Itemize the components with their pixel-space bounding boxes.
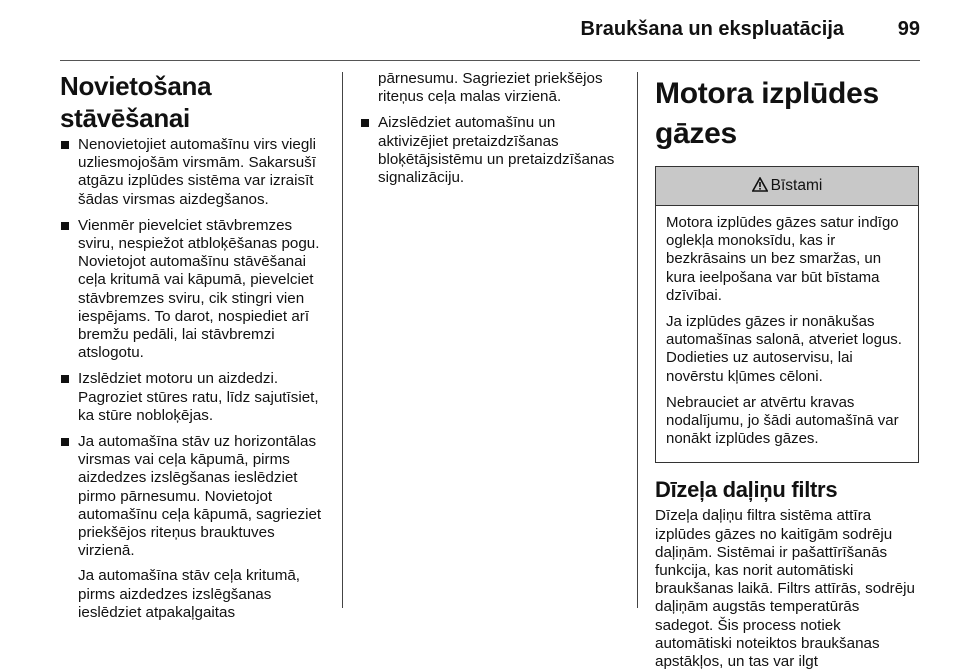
- filter-text: Dīzeļa daļiņu filtra sistēma attīra izplūdes gāzes no kaitīgām sodrēju daļiņām. Sistēmai ir pašattīrīšanās funkcija, kas norit automātiski braukšanas laikā. Filtrs attīrās, sodrēju daļiņām augstās temperatūrās sadegot. Šis process notiek automātiski noteiktos braukšanas apstākļos, un tas var ilgt: [655, 507, 915, 671]
- warning-triangle-icon: [752, 177, 768, 197]
- warning-header: [656, 167, 918, 206]
- section-heading-parking: Novietošana stāvēšanai: [60, 71, 212, 133]
- warning-title: Bīstami: [770, 177, 823, 194]
- column-right: [655, 70, 920, 671]
- bullet-item: [60, 136, 330, 209]
- column-divider: [342, 72, 343, 608]
- parking-bullet-list: [60, 136, 330, 622]
- bullet-square-icon: [61, 438, 69, 446]
- bullet-item: [60, 217, 330, 363]
- bullet-text: Nenovietojiet automašīnu virs viegli uzliesmojošām virsmām. Sakarsušī atgāzu izplūdes sistēma var izraisīt šādas virsmas aizdegšanos.: [78, 136, 317, 208]
- page-header: [60, 0, 920, 61]
- bullet-text: Ja automašīna stāv uz horizontālas virsmas vai ceļa kāpumā, pirms aizdedzes izslēgšanas ieslēdziet pirmo pārnesumu. Novietojot automašīnu ceļa kāpumā, sagrieziet priekšējos riteņus brauktuves virzienā.: [78, 433, 322, 560]
- chapter-title: Braukšana un ekspluatācija: [580, 18, 844, 40]
- bullet-square-icon: [61, 141, 69, 149]
- warning-paragraph: Nebrauciet ar atvērtu kravas nodalījumu, jo šādi automašīnā var nonākt izplūdes gāzes.: [666, 393, 899, 448]
- warning-paragraph: Ja izplūdes gāzes ir nonākušas automašīnas salonā, atveriet logus. Dodieties uz autoservisu, lai novērstu kļūmes cēloni.: [666, 313, 902, 385]
- continued-text: pārnesumu. Sagrieziet priekšējos riteņus ceļa malas virzienā.: [378, 70, 603, 106]
- page-number: 99: [897, 18, 920, 40]
- column-divider: [637, 72, 638, 608]
- warning-body: [656, 206, 918, 462]
- warning-paragraph: Motora izplūdes gāzes satur indīgo oglekļa monoksīdu, kas ir bezkrāsains un bez smaržas, un kura ieelpošana var būt bīstama dzīvībai.: [666, 214, 899, 304]
- bullet-text: Vienmēr pievelciet stāvbremzes sviru, nespiežot atbloķēšanas pogu. Novietojot automašīnu stāvēšanai ceļa kritumā vai kāpumā, pievelciet stāvbremzes sviru, cik stingri vien iespējams. To darot, nospiediet arī bremžu pedāli, lai stāvbremzi atslogotu.: [78, 216, 320, 362]
- bullet-square-icon: [61, 375, 69, 383]
- section-heading-filter: Dīzeļa daļiņu filtrs: [655, 477, 838, 503]
- bullet-square-icon: [361, 119, 369, 127]
- bullet-text: Izslēdziet motoru un aizdedzi. Pagroziet stūres ratu, līdz sajutīsiet, ka stūre nobloķējas.: [78, 370, 319, 424]
- bullet-item: [60, 433, 330, 622]
- parking-bullet-list-continued: [360, 114, 625, 187]
- bullet-text: Ja automašīna stāv ceļa kritumā, pirms aizdedzes izslēgšanas ieslēdziet atpakaļgaitas: [78, 567, 301, 621]
- warning-box: [655, 166, 919, 463]
- column-middle: [360, 70, 625, 195]
- bullet-item: [360, 114, 625, 187]
- bullet-text: Aizslēdziet automašīnu un aktivizējiet pretaizdzīšanas bloķētājsistēmu un pretaizdzīšanas signalizāciju.: [378, 114, 615, 187]
- column-left: [60, 70, 330, 630]
- bullet-item: [60, 370, 330, 425]
- section-heading-exhaust: Motora izplūdes gāzes: [655, 77, 879, 150]
- bullet-square-icon: [61, 222, 69, 230]
